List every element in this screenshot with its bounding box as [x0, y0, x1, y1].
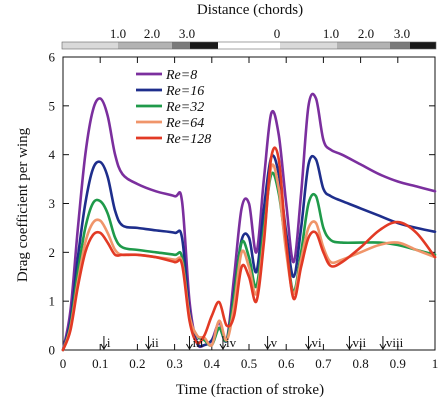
distance-bar-segment	[172, 42, 190, 49]
series-line-re-128	[63, 148, 435, 350]
stroke-marker-label: v	[270, 335, 278, 350]
y-tick-label: 3	[48, 196, 55, 211]
distance-bar-segment	[190, 42, 218, 49]
distance-bar-tick-label: 3.0	[393, 26, 411, 41]
x-tick-label: 0	[59, 356, 67, 371]
distance-bar-segment	[280, 42, 337, 49]
distance-bar-tick-label: 3.0	[178, 26, 196, 41]
stroke-marker-label: iii	[192, 335, 204, 350]
legend-label: Re=8	[166, 68, 198, 83]
distance-bar-segment	[62, 42, 118, 49]
stroke-marker-label: ii	[151, 335, 159, 350]
distance-bar-segment	[118, 42, 172, 49]
legend-label: Re=64	[166, 116, 205, 131]
stroke-marker-label: iv	[225, 335, 237, 350]
distance-bar-labels	[110, 26, 410, 41]
distance-bar-tick-label: 1.0	[109, 26, 127, 41]
y-tick-label: 6	[48, 49, 55, 65]
distance-bar-segment	[410, 42, 436, 49]
series-line-re-32	[63, 173, 435, 350]
stroke-marker-label: i	[106, 335, 111, 350]
distance-bar-tick-label: 2.0	[143, 26, 161, 41]
distance-bar-tick-label: 2.0	[357, 26, 375, 41]
y-tick-label: 4	[48, 147, 55, 163]
x-tick-label: 0.2	[129, 356, 146, 371]
y-axis-label: Drag coefficient per wing	[15, 127, 31, 283]
x-tick-label: 0.3	[166, 356, 183, 371]
legend-label: Re=16	[166, 84, 205, 99]
x-tick-label: 0.4	[203, 356, 220, 371]
distance-bar-segment	[337, 42, 390, 49]
distance-bar-tick-label: 0	[273, 26, 281, 41]
stroke-marker-label: vii	[352, 335, 367, 350]
y-tick-label: 0	[48, 342, 55, 358]
x-tick-label: 1	[431, 356, 439, 371]
distance-bar-segment	[218, 42, 280, 49]
series-lines	[63, 94, 435, 350]
x-tick-label: 0.9	[389, 356, 406, 371]
legend	[136, 68, 211, 147]
distance-bar-tick-label: 1.0	[322, 26, 340, 41]
stroke-marker-label: vi	[311, 335, 322, 350]
distance-bar-title: Distance (chords)	[196, 2, 304, 18]
stroke-marker-label: viii	[385, 335, 404, 350]
y-tick-label: 5	[48, 98, 55, 114]
y-tick-label: 1	[48, 293, 55, 309]
distance-bar	[62, 42, 436, 49]
x-axis-label: Time (fraction of stroke)	[175, 382, 325, 398]
x-tick-label: 0.8	[352, 356, 369, 371]
distance-bar-segment	[390, 42, 410, 49]
x-tick-label: 0.1	[92, 356, 109, 371]
y-tick-label: 2	[48, 244, 55, 260]
legend-label: Re=32	[166, 100, 205, 115]
stroke-markers	[101, 335, 404, 350]
x-tick-label: 0.5	[240, 356, 258, 371]
x-tick-label: 0.7	[315, 356, 332, 371]
x-tick-label: 0.6	[278, 356, 295, 371]
legend-label: Re=128	[166, 132, 212, 147]
